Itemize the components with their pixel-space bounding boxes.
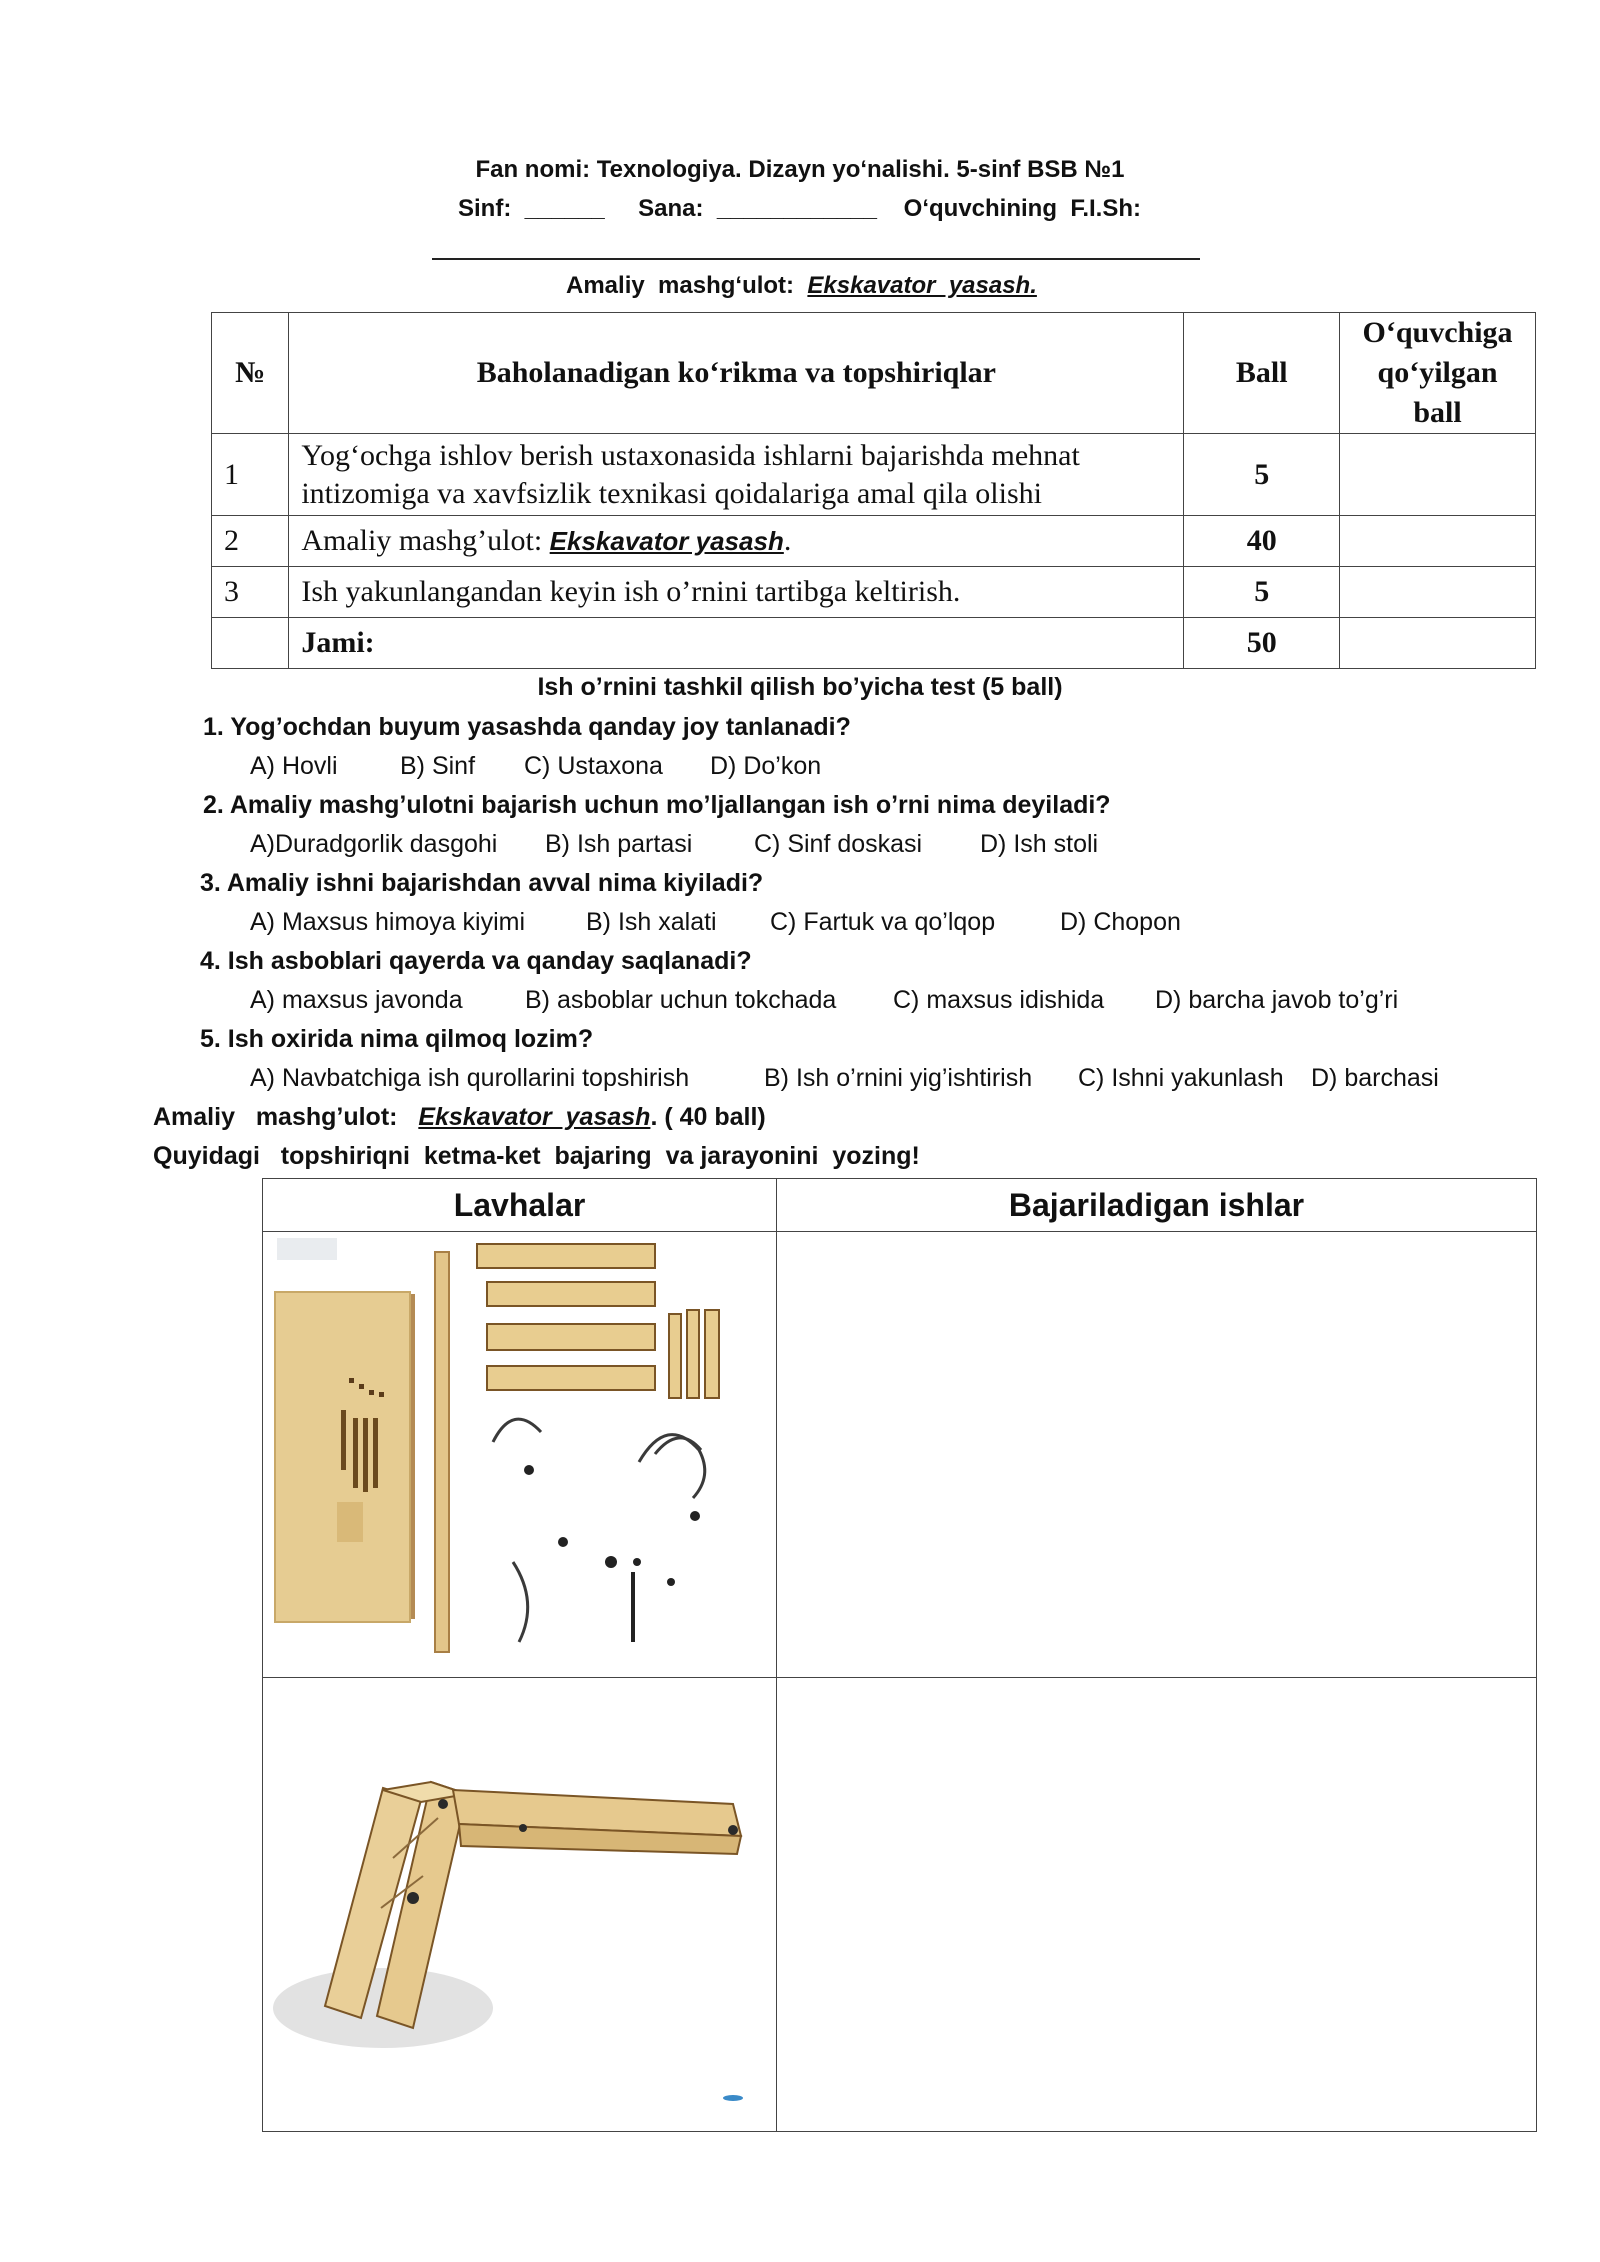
grading-table xyxy=(211,312,1536,669)
table-row xyxy=(212,567,1536,618)
sana-field[interactable]: ____________ xyxy=(716,195,877,222)
option[interactable]: A)Duradgorlik dasgohi xyxy=(250,830,498,858)
option[interactable]: B) Ish o’rnini yig’ishtirish xyxy=(764,1064,1033,1092)
option[interactable]: C) Sinf doskasi xyxy=(754,830,923,858)
test-title: Ish o’rnini tashkil qilish bo’yicha test (5 ball) xyxy=(537,673,1063,701)
row-number: 3 xyxy=(212,567,289,618)
practical-instruction: Quyidagi topshiriqni ketma-ket bajaring va jarayonini yozing! xyxy=(153,1142,920,1170)
work-table-header xyxy=(263,1179,1537,1232)
doc-title: Fan nomi: Texnologiya. Dizayn yo‘nalishi. 5-sinf BSB №1 xyxy=(475,156,1125,183)
options-4 xyxy=(250,986,1398,1015)
practical-task-line xyxy=(153,1103,766,1132)
question-1: 1. Yog’ochdan buyum yasashda qanday joy tanlanadi? xyxy=(203,713,851,741)
option[interactable]: D) barchasi xyxy=(1311,1064,1439,1092)
work-table xyxy=(262,1178,1537,2132)
row-given-score[interactable] xyxy=(1340,434,1536,516)
total-given-score[interactable] xyxy=(1340,618,1536,669)
table-row xyxy=(212,516,1536,567)
sana-label: Sana: xyxy=(638,195,704,222)
col-ball-header: Ball xyxy=(1184,313,1340,434)
options-2 xyxy=(250,830,1098,859)
row-task-link: Ekskavator yasash xyxy=(549,526,784,556)
row-task: Ish yakunlangandan keyin ish o’rnini tartibga keltirish. xyxy=(289,567,1184,618)
practical-heading-label: Amaliy mashg‘ulot: xyxy=(566,272,795,299)
work-description-cell-2[interactable] xyxy=(777,1678,1537,2132)
parts-image-cell xyxy=(263,1232,777,1678)
total-ball: 50 xyxy=(1184,618,1340,669)
option[interactable]: B) Sinf xyxy=(400,752,476,780)
options-1 xyxy=(250,752,821,781)
col-work-header: Bajariladigan ishlar xyxy=(777,1179,1537,1232)
practical-heading xyxy=(566,272,1037,300)
question-2: 2. Amaliy mashg’ulotni bajarish uchun mo’ljallangan ish o’rni nima deyiladi? xyxy=(203,791,1111,819)
col-task-header: Baholanadigan ko‘rikma va topshiriqlar xyxy=(289,313,1184,434)
student-name-label: O‘quvchining F.I.Sh: xyxy=(903,195,1141,222)
option[interactable]: C) maxsus idishida xyxy=(893,986,1105,1014)
question-4: 4. Ish asboblari qayerda va qanday saqlanadi? xyxy=(200,947,752,975)
option[interactable]: A) Maxsus himoya kiyimi xyxy=(250,908,526,936)
practical-points: . ( 40 ball) xyxy=(650,1103,766,1131)
total-row xyxy=(212,618,1536,669)
col-number-header: № xyxy=(212,313,289,434)
option[interactable]: A) maxsus javonda xyxy=(250,986,463,1014)
options-3 xyxy=(250,908,1181,937)
work-row xyxy=(263,1232,1537,1678)
question-3: 3. Amaliy ishni bajarishdan avval nima kiyiladi? xyxy=(200,869,764,897)
practical-heading-title: Ekskavator yasash. xyxy=(807,272,1037,299)
row-number: 2 xyxy=(212,516,289,567)
row-number: 1 xyxy=(212,434,289,516)
row-given-score[interactable] xyxy=(1340,516,1536,567)
row-task: Yog‘ochga ishlov berish ustaxonasida ishlarni bajarishda mehnat intizomiga va xavfsizlik texnikasi qoidalariga amal qila olishi xyxy=(289,434,1184,516)
row-number xyxy=(212,618,289,669)
option[interactable]: C) Ishni yakunlash xyxy=(1078,1064,1284,1092)
option[interactable]: D) barcha javob to’g’ri xyxy=(1155,986,1399,1014)
work-row xyxy=(263,1678,1537,2132)
parts-image xyxy=(263,1232,774,1672)
options-5 xyxy=(250,1064,1439,1093)
sinf-field[interactable]: ______ xyxy=(524,195,605,222)
table-row xyxy=(212,434,1536,516)
option[interactable]: D) Do’kon xyxy=(710,752,822,780)
header-line2 xyxy=(458,195,1141,223)
row-task xyxy=(289,516,1184,567)
name-underline[interactable] xyxy=(432,258,1200,260)
grading-table-header xyxy=(212,313,1536,434)
col-images-header: Lavhalar xyxy=(263,1179,777,1232)
option[interactable]: D) Ish stoli xyxy=(980,830,1099,858)
practical-title: Ekskavator yasash xyxy=(418,1103,651,1131)
option[interactable]: C) Fartuk va qo’lqop xyxy=(770,908,996,936)
option[interactable]: A) Navbatchiga ish qurollarini topshirish xyxy=(250,1064,690,1092)
option[interactable]: B) asboblar uchun tokchada xyxy=(525,986,837,1014)
question-5: 5. Ish oxirida nima qilmoq lozim? xyxy=(200,1025,594,1053)
row-ball: 40 xyxy=(1184,516,1340,567)
row-given-score[interactable] xyxy=(1340,567,1536,618)
option[interactable]: C) Ustaxona xyxy=(524,752,663,780)
assembly-image-cell xyxy=(263,1678,777,2132)
option[interactable]: B) Ish xalati xyxy=(586,908,717,936)
practical-label: Amaliy mashg’ulot: xyxy=(153,1103,398,1131)
col-given-header: O‘quvchiga qo‘yilgan ball xyxy=(1340,313,1536,434)
row-task-prefix: Amaliy mashg’ulot: xyxy=(301,524,550,557)
option[interactable]: D) Chopon xyxy=(1060,908,1181,936)
row-task-suffix: . xyxy=(783,524,792,557)
total-label: Jami: xyxy=(289,618,1184,669)
row-ball: 5 xyxy=(1184,567,1340,618)
work-description-cell-1[interactable] xyxy=(777,1232,1537,1678)
row-ball: 5 xyxy=(1184,434,1340,516)
assembly-image xyxy=(263,1678,774,2126)
sinf-label: Sinf: xyxy=(458,195,512,222)
option[interactable]: B) Ish partasi xyxy=(545,830,693,858)
option[interactable]: A) Hovli xyxy=(250,752,338,780)
